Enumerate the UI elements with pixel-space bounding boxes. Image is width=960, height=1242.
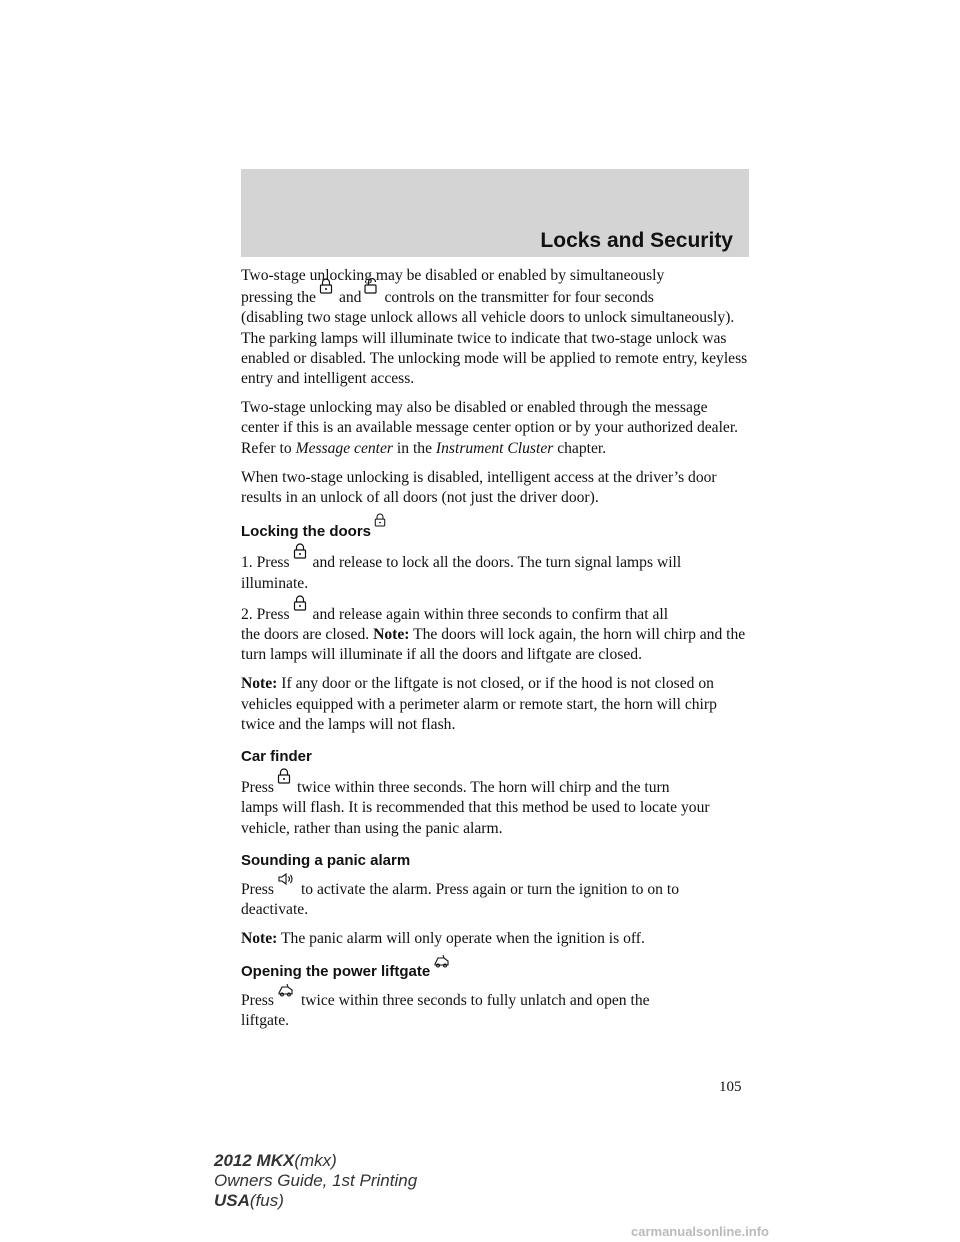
page-number: 105 — [719, 1079, 742, 1095]
step-1: 1. Press and release to lock all the doors. The turn signal lamps will illuminate. — [241, 551, 749, 593]
paragraph-message-center: Two-stage unlocking may also be disabled or enabled through the message center if this is an available message center option or by your authorized dealer. Refer to Message center in the Instrument Cluster chapter. — [241, 399, 739, 457]
lock-icon — [293, 543, 307, 565]
paragraph-power-liftgate: Press twice within three seconds to fully unlatch and open the liftgate. — [241, 991, 749, 1031]
page-content — [241, 266, 749, 1040]
lock-icon — [319, 278, 333, 300]
liftgate-icon — [433, 954, 451, 974]
heading-panic-alarm: Sounding a panic alarm — [241, 851, 411, 869]
paragraph-two-stage: Two-stage unlocking may be disabled or enabled by simultaneously pressing the and controls on the transmitter for four seconds (disabling two stage unlock allows all vehicle doors to unlock simultaneously). The parking lamps will illuminate twice to indicate that two-stage unlock was enabled or disabled. The unlocking mode will be applied to remote entry, keyless entry and intelligent access. — [241, 267, 748, 388]
note-liftgate: Note: If any door or the liftgate is not closed, or if the hood is not closed on vehicles equipped with a perimeter alarm or remote start, the horn will chirp twice and the lamps will not flash. — [241, 675, 717, 733]
lock-icon — [293, 595, 307, 617]
heading-power-liftgate: Opening the power liftgate — [241, 962, 749, 982]
paragraph-panic-alarm: Press to activate the alarm. Press again or turn the ignition to on to deactivate. — [241, 880, 749, 920]
watermark-link[interactable]: carmanualsonline.info — [631, 1224, 769, 1239]
paragraph-car-finder: Press twice within three seconds. The horn will chirp and the turn lamps will flash. It is recommended that this method be used to locate your vehicle, rather than using the panic alarm. — [241, 776, 749, 839]
heading-car-finder: Car finder — [241, 748, 312, 766]
section-header-band — [241, 169, 749, 257]
unlock-icon — [364, 278, 378, 300]
liftgate-icon — [277, 983, 295, 1003]
heading-locking-doors: Locking the doors — [241, 520, 749, 542]
step-2: 2. Press and release again within three seconds to confirm that all the doors are closed. Note: The doors will lock again, the horn will chirp and the turn lamps will illuminate if all the doors and liftgate are closed. — [241, 603, 749, 666]
footer-printing-info: 2012 MKX(mkx) Owners Guide, 1st Printing USA(fus) — [214, 1151, 418, 1210]
note-panic: Note: The panic alarm will only operate when the ignition is off. — [241, 930, 645, 948]
paragraph-intelligent-access: When two-stage unlocking is disabled, intelligent access at the driver’s door results in an unlock of all doors (not just the driver door). — [241, 468, 717, 507]
section-title: Locks and Security — [540, 229, 733, 252]
lock-icon — [374, 512, 386, 534]
lock-icon — [277, 768, 291, 790]
panic-icon — [277, 872, 295, 892]
